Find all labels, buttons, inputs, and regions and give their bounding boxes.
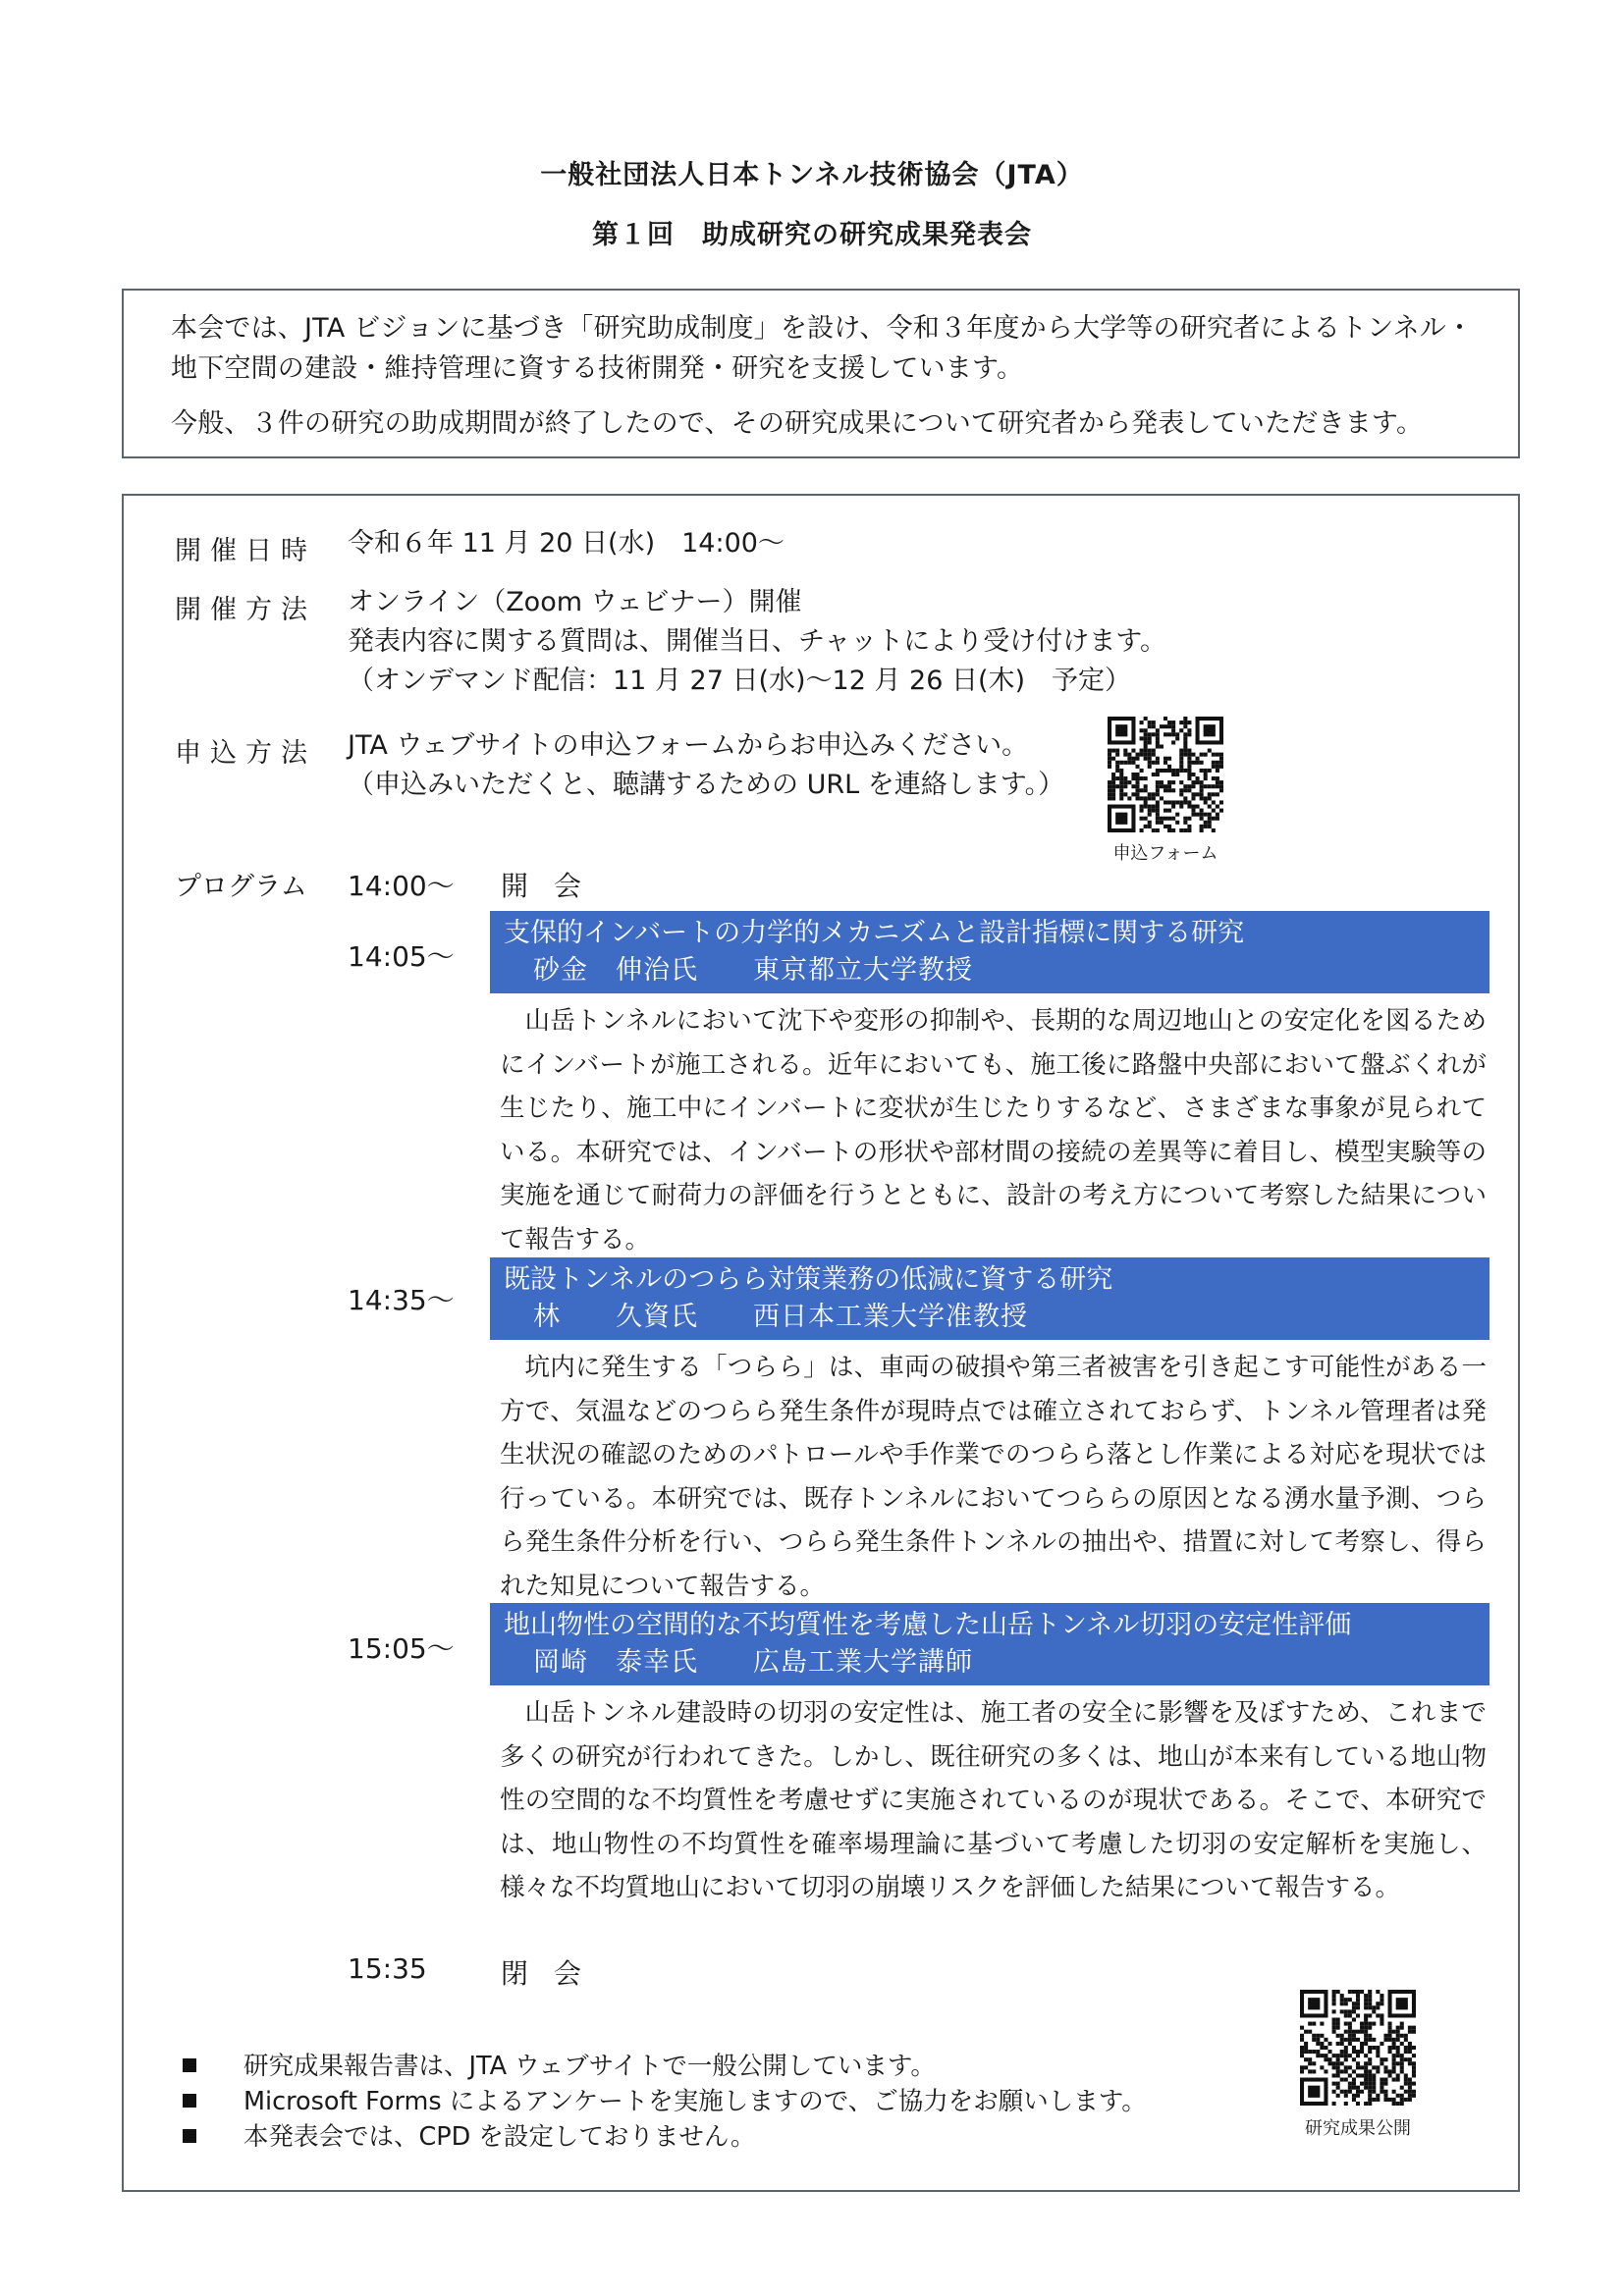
apply-form-qr-code-icon[interactable] xyxy=(1108,717,1223,832)
apply-label: 申込方法 xyxy=(175,738,316,769)
method-label: 開催方法 xyxy=(175,595,316,625)
apply-line-1: JTA ウェブサイトの申込フォームからお申込みください。 xyxy=(348,730,1029,761)
square-bullet-icon xyxy=(183,2094,196,2108)
apply-line-2: （申込みいただくと、聴講するための URL を連絡します。） xyxy=(348,770,1065,800)
method-line-3: （オンデマンド配信：11 月 27 日(水)～12 月 26 日(木) 予定） xyxy=(348,666,1132,696)
talk-2-presenter: 林 久資氏 西日本工業大学准教授 xyxy=(533,1302,1028,1332)
research-results-qr-code-icon[interactable] xyxy=(1300,1990,1416,2106)
close-label: 閉会 xyxy=(501,1957,608,1990)
note-3-text: 本発表会では、CPD を設定しておりません。 xyxy=(244,2122,756,2152)
note-2-text: Microsoft Forms によるアンケートを実施しますので、ご協力をお願いします。 xyxy=(244,2087,1147,2116)
open-time: 14:00～ xyxy=(348,870,455,902)
date-value: 令和６年 11 月 20 日(水) 14:00～ xyxy=(348,528,785,559)
intro-paragraph-2: 今般、３件の研究の助成期間が終了したので、その研究成果について研究者から発表していただきます。 xyxy=(171,408,1424,439)
talk-1-title: 支保的インバートの力学的メカニズムと設計指標に関する研究 xyxy=(504,918,1245,948)
talk-1-time: 14:05～ xyxy=(348,940,455,973)
method-line-2: 発表内容に関する質問は、開催当日、チャットにより受け付けます。 xyxy=(348,626,1167,657)
program-label: プログラム xyxy=(175,872,307,902)
talk-1-presenter: 砂金 伸治氏 東京都立大学教授 xyxy=(533,955,973,986)
open-label: 開会 xyxy=(501,870,608,902)
talk-2-time: 14:35～ xyxy=(348,1284,455,1316)
square-bullet-icon xyxy=(183,2058,196,2072)
talk-3-presenter: 岡崎 泰幸氏 広島工業大学講師 xyxy=(533,1647,973,1678)
document-subtitle: 第１回 助成研究の研究成果発表会 xyxy=(592,220,1032,250)
results-qr-caption: 研究成果公開 xyxy=(1305,2118,1411,2139)
date-label: 開催日時 xyxy=(175,536,316,566)
talk-2-header xyxy=(490,1257,1489,1340)
talk-2-abstract: 坑内に発生する「つらら」は、車両の破損や第三者被害を引き起こす可能性がある一方で、気温などのつらら発生条件が現時点では確立されておらず、トンネル管理者は発生状況の確認のためのパトロールや手作業でのつらら落とし作業による対応を現状では行っている。本研究では、既存トンネルにおいてつららの原因となる湧水量予測、つらら発生条件分析を行い、つらら発生条件トンネルの抽出や、措置に対して考察し、得られた知見について報告する。 xyxy=(500,1353,1487,1601)
document-title: 一般社団法人日本トンネル技術協会（JTA） xyxy=(540,160,1084,190)
talk-3-title: 地山物性の空間的な不均質性を考慮した山岳トンネル切羽の安定性評価 xyxy=(504,1610,1352,1640)
method-line-1: オンライン（Zoom ウェビナー）開催 xyxy=(348,587,802,617)
talk-2-title: 既設トンネルのつらら対策業務の低減に資する研究 xyxy=(504,1264,1113,1295)
talk-1-header xyxy=(490,911,1489,993)
event-details-box xyxy=(122,494,1520,2192)
talk-3-time: 15:05～ xyxy=(348,1632,455,1665)
talk-1-abstract: 山岳トンネルにおいて沈下や変形の抑制や、長期的な周辺地山との安定化を図るためにインバートが施工される。近年においても、施工後に路盤中央部において盤ぶくれが生じたり、施工中にインバートに変状が生じたりするなど、さまざまな事象が見られている。本研究では、インバートの形状や部材間の接続の差異等に着目し、模型実験等の実施を通じて耐荷力の評価を行うとともに、設計の考え方について考察した結果について報告する。 xyxy=(500,1006,1487,1255)
intro-paragraph-1: 本会では、JTA ビジョンに基づき「研究助成制度」を設け、令和３年度から大学等の研究者によるトンネル・地下空間の建設・維持管理に資する技術開発・研究を支援しています。 xyxy=(171,313,1474,384)
square-bullet-icon xyxy=(183,2129,196,2143)
talk-3-abstract: 山岳トンネル建設時の切羽の安定性は、施工者の安全に影響を及ぼすため、これまで多くの研究が行われてきた。しかし、既往研究の多くは、地山が本来有している地山物性の空間的な不均質性を考慮せずに実施されているのが現状である。そこで、本研究では、地山物性の不均質性を確率場理論に基づいて考慮した切羽の安定解析を実施し、様々な不均質地山において切羽の崩壊リスクを評価した結果について報告する。 xyxy=(500,1698,1487,1902)
intro-box xyxy=(122,289,1520,458)
note-1-text: 研究成果報告書は、JTA ウェブサイトで一般公開しています。 xyxy=(244,2052,936,2081)
apply-qr-caption: 申込フォーム xyxy=(1112,843,1218,864)
talk-3-header xyxy=(490,1603,1489,1685)
close-time: 15:35 xyxy=(348,1952,427,1985)
